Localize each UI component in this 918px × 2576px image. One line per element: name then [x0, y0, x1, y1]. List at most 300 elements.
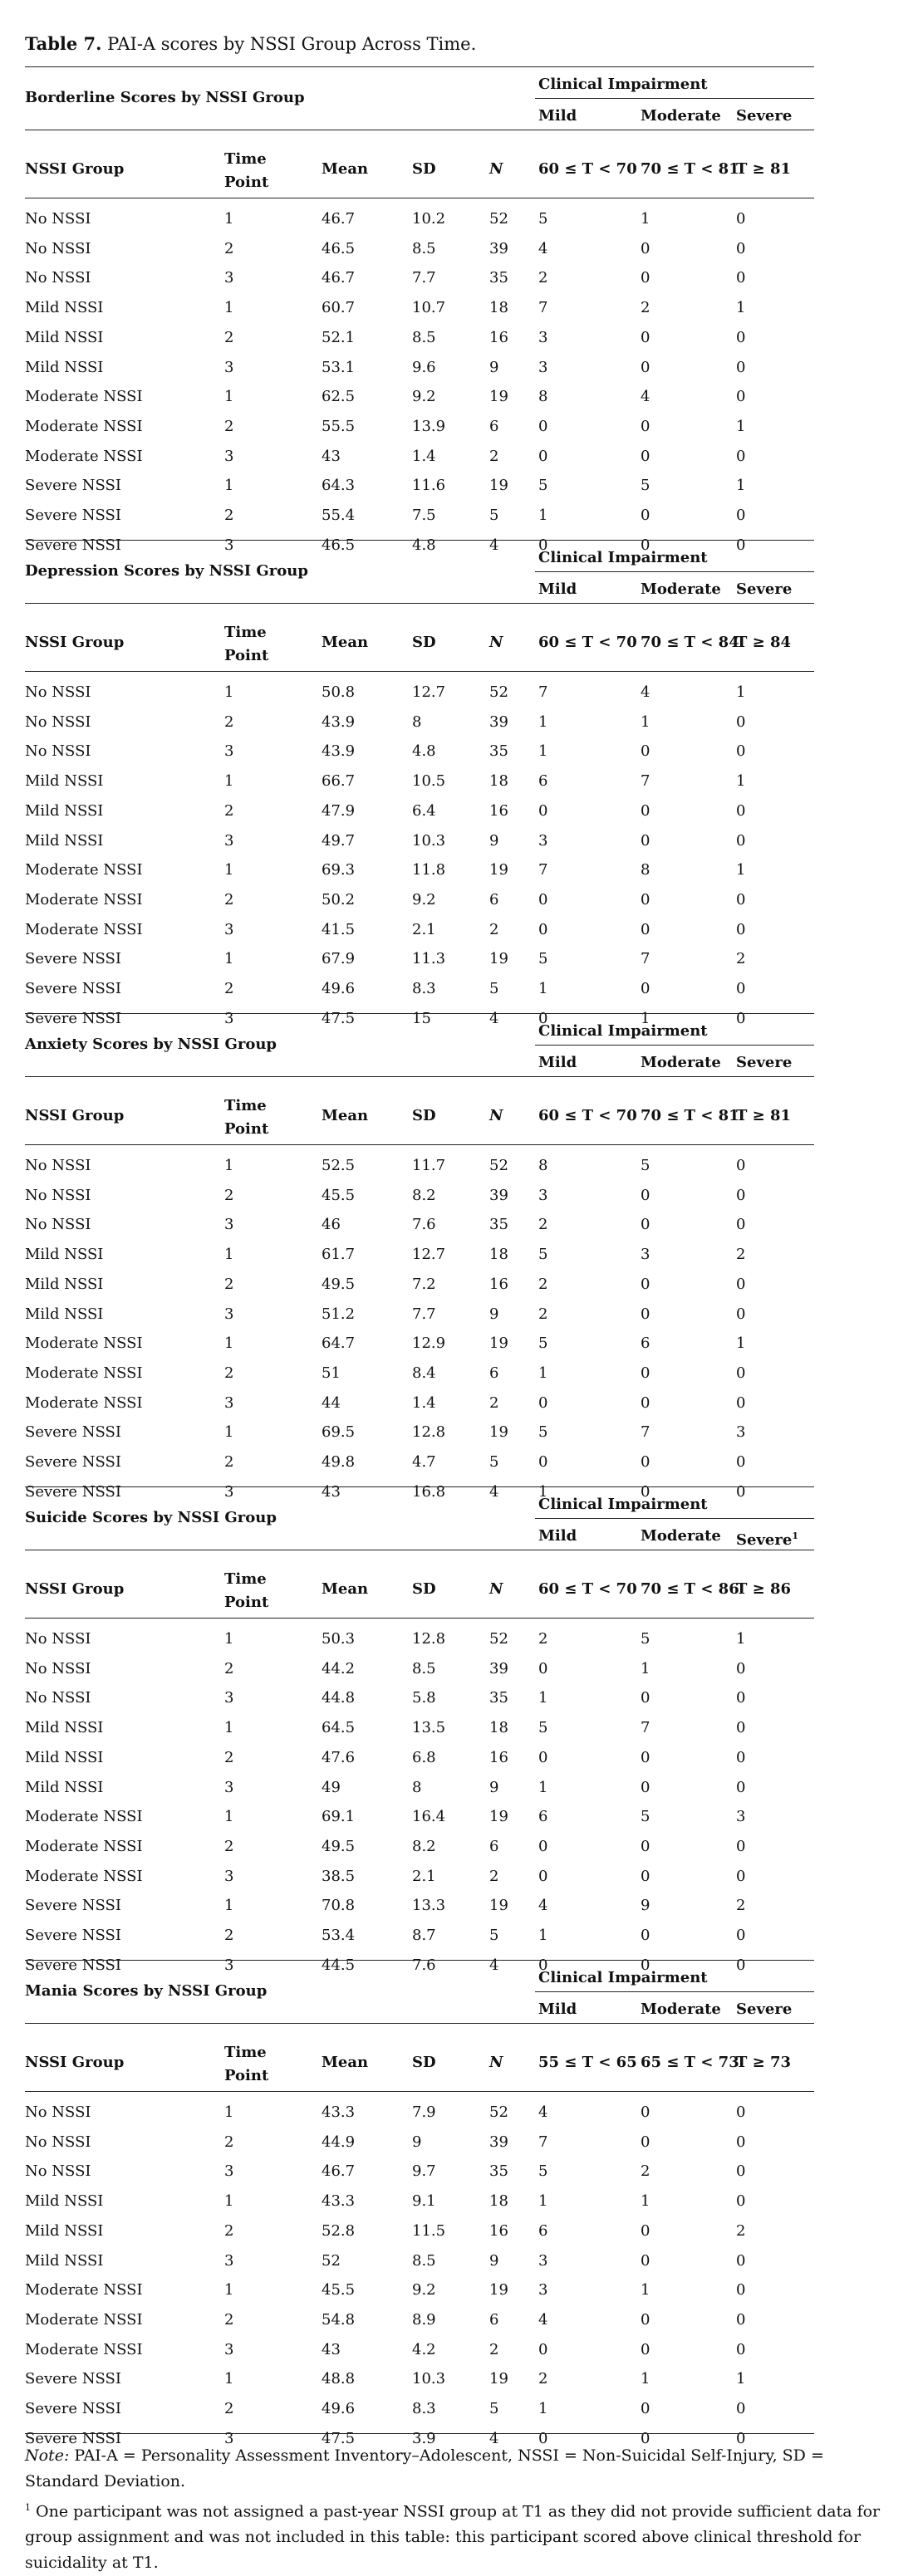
time-point-cell: 2 [224, 1453, 234, 1471]
time-point-cell: 2 [224, 980, 234, 997]
mean-cell: 46.7 [322, 2162, 356, 2181]
time-point-cell: 3 [224, 1305, 234, 1323]
mean-header: Mean [322, 2054, 369, 2071]
section-top-rule [25, 1486, 814, 1487]
sd-cell: 4.7 [412, 1453, 436, 1471]
sd-cell: 10.7 [412, 299, 446, 317]
range-header: 70 ≤ T < 84 [641, 634, 739, 651]
time-point-cell: 2 [224, 801, 234, 820]
range-header: 60 ≤ T < 70 [538, 1107, 637, 1124]
nssi-group-cell: Mild NSSI [25, 2221, 104, 2240]
moderate-count-cell: 0 [641, 1275, 650, 1293]
n-cell: 9 [489, 1305, 499, 1323]
mean-cell: 49.6 [322, 2400, 356, 2417]
time-point-cell: 3 [224, 1009, 234, 1027]
column-header-rule [25, 1144, 814, 1145]
nssi-group-cell: Mild NSSI [25, 831, 104, 850]
mild-count-cell: 5 [538, 1335, 548, 1353]
severe-count-cell: 1 [736, 299, 746, 317]
nssi-group-cell: Moderate NSSI [25, 1393, 143, 1412]
n-cell: 39 [489, 2133, 508, 2151]
nssi-group-cell: Moderate NSSI [25, 2340, 143, 2358]
mild-count-cell: 8 [538, 388, 548, 406]
n-cell: 39 [489, 1186, 508, 1204]
sd-cell: 12.7 [412, 683, 446, 701]
sd-cell: 8.2 [412, 1186, 436, 1204]
mean-cell: 55.4 [322, 507, 356, 524]
time-point-cell: 3 [224, 831, 234, 850]
time-point-cell: 1 [224, 1630, 234, 1648]
mild-count-cell: 8 [538, 1157, 548, 1174]
mild-count-cell: 1 [538, 713, 548, 731]
moderate-header: Moderate [641, 2001, 721, 2018]
nssi-group-cell: Mild NSSI [25, 358, 104, 376]
nssi-group-cell: No NSSI [25, 1216, 91, 1234]
time-point-cell: 1 [224, 1719, 234, 1737]
sd-cell: 11.6 [412, 477, 446, 495]
severe-count-cell: 0 [736, 1659, 746, 1677]
sd-header: SD [412, 1580, 436, 1598]
mild-count-cell: 5 [538, 2162, 548, 2181]
sd-cell: 6.4 [412, 801, 436, 820]
range-header: 70 ≤ T < 81 [641, 1107, 739, 1124]
moderate-count-cell: 0 [641, 1689, 650, 1707]
mild-count-cell: 0 [538, 1393, 548, 1412]
sd-header: SD [412, 634, 436, 651]
mean-cell: 64.3 [322, 477, 356, 495]
n-cell: 18 [489, 772, 508, 791]
mild-count-cell: 3 [538, 831, 548, 850]
range-header: 65 ≤ T < 73 [641, 2054, 739, 2071]
mild-count-cell: 1 [538, 2192, 548, 2211]
severe-count-cell: 0 [736, 2192, 746, 2211]
sd-cell: 8.5 [412, 328, 436, 346]
nssi-group-cell: Moderate NSSI [25, 890, 143, 908]
severe-header [736, 1526, 798, 1550]
nssi-group-cell: Severe NSSI [25, 1956, 121, 1974]
moderate-count-cell: 0 [641, 2103, 650, 2121]
moderate-count-cell: 0 [641, 507, 650, 524]
severe-count-cell: 0 [736, 1186, 746, 1204]
mean-cell: 49.6 [322, 980, 356, 997]
clinical-impairment-rule [535, 1045, 814, 1046]
mean-cell: 45.5 [322, 2281, 356, 2299]
n-cell: 9 [489, 2251, 499, 2270]
range-header: 60 ≤ T < 70 [538, 1580, 637, 1598]
n-cell: 6 [489, 890, 499, 908]
sd-cell: 9.2 [412, 388, 436, 406]
nssi-group-cell: Mild NSSI [25, 801, 104, 820]
moderate-header: Moderate [641, 580, 721, 598]
nssi-group-cell: No NSSI [25, 269, 91, 287]
n-cell: 19 [489, 1335, 508, 1353]
moderate-count-cell: 4 [641, 388, 650, 406]
sd-cell: 9.1 [412, 2192, 436, 2211]
severe-footnote-mark: 1 [792, 1530, 798, 1541]
time-point-cell: 1 [224, 2281, 234, 2299]
sd-cell: 7.5 [412, 507, 436, 524]
n-cell: 19 [489, 861, 508, 879]
nssi-group-cell: Severe NSSI [25, 477, 121, 495]
mild-count-cell: 1 [538, 1778, 548, 1796]
mean-cell: 43.9 [322, 742, 356, 761]
footnote-text: One participant was not assigned a past-year NSSI group at T1 as they did not provide sufficient data for group assignment and was not included in this table: this participant scored above clinical threshold for suicidality at T1. [25, 2502, 881, 2573]
nssi-group-cell: Moderate NSSI [25, 920, 143, 938]
mild-count-cell: 0 [538, 417, 548, 435]
n-cell: 19 [489, 950, 508, 968]
nssi-group-cell: No NSSI [25, 210, 91, 228]
sd-cell: 8.9 [412, 2310, 436, 2329]
mean-cell: 44 [322, 1393, 341, 1412]
sd-cell: 7.7 [412, 269, 436, 287]
n-cell: 4 [489, 536, 499, 554]
nssi-group-cell: Mild NSSI [25, 1246, 104, 1264]
sd-cell: 1.4 [412, 447, 436, 465]
sd-cell: 7.2 [412, 1275, 436, 1293]
section-title: Mania Scores by NSSI Group [25, 1982, 268, 2000]
severe-count-cell: 0 [736, 801, 746, 820]
nssi-group-cell: No NSSI [25, 2103, 91, 2121]
sd-cell: 9 [412, 2133, 422, 2151]
moderate-count-cell: 0 [641, 920, 650, 938]
mean-cell: 38.5 [322, 1867, 356, 1885]
mean-cell: 43.3 [322, 2103, 356, 2121]
n-cell: 16 [489, 1748, 508, 1766]
time-point-header: Time Point [224, 1570, 269, 1611]
mean-cell: 43.3 [322, 2192, 356, 2211]
sd-cell: 8.7 [412, 1927, 436, 1944]
nssi-group-cell: Severe NSSI [25, 1482, 121, 1501]
mild-count-cell: 0 [538, 1009, 548, 1027]
moderate-count-cell: 0 [641, 1216, 650, 1234]
severe-count-cell: 0 [736, 1867, 746, 1885]
n-cell: 18 [489, 1719, 508, 1737]
nssi-group-cell: Mild NSSI [25, 1719, 104, 1737]
sd-cell: 9.2 [412, 890, 436, 908]
nssi-group-cell: Mild NSSI [25, 1778, 104, 1796]
mean-cell: 45.5 [322, 1186, 356, 1204]
moderate-count-cell: 2 [641, 299, 650, 317]
n-cell: 5 [489, 1927, 499, 1944]
n-cell: 18 [489, 1246, 508, 1264]
severe-count-cell: 0 [736, 2310, 746, 2329]
nssi-group-header: NSSI Group [25, 160, 125, 178]
n-header: N [489, 1107, 503, 1124]
time-point-cell: 2 [224, 713, 234, 731]
sd-cell: 12.9 [412, 1335, 446, 1353]
time-point-cell: 1 [224, 2370, 234, 2388]
severe-count-cell: 0 [736, 980, 746, 997]
moderate-count-cell: 0 [641, 358, 650, 376]
nssi-group-cell: Moderate NSSI [25, 1837, 143, 1855]
time-point-cell: 3 [224, 1778, 234, 1796]
time-point-cell: 2 [224, 417, 234, 435]
clinical-impairment-header: Clinical Impairment [538, 76, 708, 93]
severe-count-cell: 0 [736, 1275, 746, 1293]
nssi-group-cell: No NSSI [25, 1689, 91, 1707]
severe-count-cell: 0 [736, 2133, 746, 2151]
sd-cell: 9.7 [412, 2162, 436, 2181]
mild-count-cell: 0 [538, 2340, 548, 2358]
mean-cell: 47.6 [322, 1748, 356, 1766]
nssi-group-cell: No NSSI [25, 1186, 91, 1204]
moderate-count-cell: 1 [641, 1659, 650, 1677]
n-cell: 39 [489, 239, 508, 257]
range-header: T ≥ 81 [736, 1107, 792, 1124]
nssi-group-cell: Severe NSSI [25, 2429, 121, 2447]
section-title: Borderline Scores by NSSI Group [25, 89, 305, 106]
nssi-group-cell: No NSSI [25, 683, 91, 701]
moderate-count-cell: 0 [641, 1482, 650, 1501]
moderate-count-cell: 0 [641, 2340, 650, 2358]
n-cell: 5 [489, 2400, 499, 2417]
mild-count-cell: 5 [538, 1719, 548, 1737]
n-cell: 19 [489, 1808, 508, 1826]
moderate-count-cell: 0 [641, 1927, 650, 1944]
moderate-count-cell: 0 [641, 2429, 650, 2447]
table-label: Table 7. [25, 33, 102, 54]
mild-count-cell: 0 [538, 447, 548, 465]
sd-cell: 3.9 [412, 2429, 436, 2447]
n-cell: 19 [489, 1897, 508, 1915]
n-cell: 39 [489, 713, 508, 731]
mild-count-cell: 5 [538, 950, 548, 968]
mild-count-cell: 4 [538, 239, 548, 257]
mild-count-cell: 0 [538, 536, 548, 554]
n-cell: 9 [489, 831, 499, 850]
footnote [25, 2495, 897, 2576]
nssi-group-cell: Moderate NSSI [25, 417, 143, 435]
severe-count-cell: 0 [736, 1719, 746, 1737]
note-text: PAI-A = Personality Assessment Inventory–Adolescent, NSSI = Non-Suicidal Self-Injury, SD = Standard Deviation. [25, 2446, 824, 2490]
mild-count-cell: 7 [538, 2133, 548, 2151]
sd-cell: 10.5 [412, 772, 446, 791]
mild-count-cell: 6 [538, 1808, 548, 1826]
time-point-cell: 2 [224, 328, 234, 346]
time-point-cell: 2 [224, 507, 234, 524]
severe-count-cell: 2 [736, 1897, 746, 1915]
time-point-cell: 1 [224, 1335, 234, 1353]
sd-cell: 2.1 [412, 920, 436, 938]
mean-cell: 44.5 [322, 1956, 356, 1974]
mean-cell: 49.8 [322, 1453, 356, 1471]
severe-count-cell: 0 [736, 1748, 746, 1766]
nssi-group-cell: Moderate NSSI [25, 1364, 143, 1382]
mean-cell: 46 [322, 1216, 341, 1234]
n-cell: 35 [489, 1216, 508, 1234]
sd-cell: 7.6 [412, 1216, 436, 1234]
nssi-group-cell: Moderate NSSI [25, 2310, 143, 2329]
mean-cell: 69.3 [322, 861, 356, 879]
nssi-group-cell: Severe NSSI [25, 1009, 121, 1027]
sd-cell: 8 [412, 713, 422, 731]
moderate-count-cell: 0 [641, 269, 650, 287]
n-header: N [489, 160, 503, 178]
nssi-group-cell: No NSSI [25, 742, 91, 761]
severe-header-label: Severe [736, 1054, 793, 1071]
clinical-impairment-header: Clinical Impairment [538, 1022, 708, 1040]
mean-cell: 53.1 [322, 358, 356, 376]
column-header-rule [25, 1618, 814, 1619]
mild-count-cell: 6 [538, 772, 548, 791]
nssi-group-cell: Moderate NSSI [25, 861, 143, 879]
time-point-cell: 2 [224, 1837, 234, 1855]
sd-cell: 11.7 [412, 1157, 446, 1174]
severe-count-cell: 0 [736, 210, 746, 228]
time-point-cell: 3 [224, 1956, 234, 1974]
severe-count-cell: 0 [736, 507, 746, 524]
sd-cell: 4.8 [412, 536, 436, 554]
sd-cell: 12.8 [412, 1630, 446, 1648]
time-point-cell: 3 [224, 2340, 234, 2358]
nssi-group-cell: Severe NSSI [25, 950, 121, 968]
time-point-cell: 2 [224, 1186, 234, 1204]
mean-cell: 47.5 [322, 2429, 356, 2447]
severe-count-cell: 1 [736, 1630, 746, 1648]
n-cell: 16 [489, 328, 508, 346]
severe-count-cell: 0 [736, 2281, 746, 2299]
mean-cell: 50.3 [322, 1630, 356, 1648]
severe-header-label: Severe [736, 107, 793, 125]
nssi-group-cell: Severe NSSI [25, 536, 121, 554]
severe-count-cell: 1 [736, 417, 746, 435]
mild-count-cell: 4 [538, 2103, 548, 2121]
table-note [25, 2443, 897, 2576]
sd-header: SD [412, 160, 436, 178]
sd-cell: 6.8 [412, 1748, 436, 1766]
mean-cell: 66.7 [322, 772, 356, 791]
range-header: 60 ≤ T < 70 [538, 160, 637, 178]
nssi-group-header: NSSI Group [25, 1580, 125, 1598]
sd-cell: 7.9 [412, 2103, 436, 2121]
severe-count-cell: 0 [736, 890, 746, 908]
time-point-cell: 3 [224, 2251, 234, 2270]
severe-count-cell: 2 [736, 1246, 746, 1264]
severe-count-cell: 0 [736, 2429, 746, 2447]
moderate-count-cell: 3 [641, 1246, 650, 1264]
clinical-impairment-rule [535, 571, 814, 572]
n-cell: 4 [489, 1956, 499, 1974]
sd-cell: 1.4 [412, 1393, 436, 1412]
moderate-count-cell: 0 [641, 1867, 650, 1885]
nssi-group-cell: Mild NSSI [25, 299, 104, 317]
mild-count-cell: 3 [538, 2251, 548, 2270]
mild-count-cell: 0 [538, 1837, 548, 1855]
mean-header: Mean [322, 160, 369, 178]
mild-count-cell: 2 [538, 1305, 548, 1323]
moderate-count-cell: 0 [641, 831, 650, 850]
severe-count-cell: 0 [736, 1453, 746, 1471]
moderate-count-cell: 0 [641, 1956, 650, 1974]
sd-cell: 9.2 [412, 2281, 436, 2299]
time-point-cell: 1 [224, 861, 234, 879]
time-point-cell: 3 [224, 1482, 234, 1501]
nssi-group-cell: No NSSI [25, 1157, 91, 1174]
time-point-cell: 1 [224, 1897, 234, 1915]
moderate-count-cell: 0 [641, 417, 650, 435]
n-cell: 35 [489, 742, 508, 761]
nssi-group-cell: Moderate NSSI [25, 1335, 143, 1353]
nssi-group-cell: Severe NSSI [25, 1927, 121, 1944]
moderate-count-cell: 4 [641, 683, 650, 701]
mean-cell: 41.5 [322, 920, 356, 938]
mean-cell: 49.7 [322, 831, 356, 850]
n-cell: 6 [489, 1364, 499, 1382]
n-cell: 2 [489, 1393, 499, 1412]
sd-cell: 11.5 [412, 2221, 446, 2240]
severe-count-cell: 1 [736, 477, 746, 495]
mean-cell: 49 [322, 1778, 341, 1796]
nssi-group-header: NSSI Group [25, 1107, 125, 1124]
n-cell: 6 [489, 1837, 499, 1855]
moderate-count-cell: 1 [641, 2281, 650, 2299]
moderate-count-cell: 0 [641, 801, 650, 820]
time-point-cell: 3 [224, 1689, 234, 1707]
sd-cell: 8.5 [412, 2251, 436, 2270]
severe-count-cell: 0 [736, 2103, 746, 2121]
nssi-group-cell: No NSSI [25, 2133, 91, 2151]
nssi-group-cell: Mild NSSI [25, 2251, 104, 2270]
range-header: 70 ≤ T < 81 [641, 160, 739, 178]
mild-count-cell: 0 [538, 2429, 548, 2447]
time-point-header: Time Point [224, 2044, 269, 2084]
range-header: T ≥ 86 [736, 1580, 792, 1598]
sd-cell: 13.3 [412, 1897, 446, 1915]
severe-count-cell: 3 [736, 1808, 746, 1826]
n-cell: 4 [489, 1482, 499, 1501]
sd-cell: 16.4 [412, 1808, 446, 1826]
time-point-cell: 3 [224, 1867, 234, 1885]
n-cell: 39 [489, 1659, 508, 1677]
severe-count-cell: 1 [736, 772, 746, 791]
n-header: N [489, 634, 503, 651]
nssi-group-cell: No NSSI [25, 2162, 91, 2181]
moderate-count-cell: 7 [641, 950, 650, 968]
moderate-count-cell: 1 [641, 2192, 650, 2211]
nssi-group-cell: Mild NSSI [25, 1748, 104, 1766]
severe-count-cell: 0 [736, 2400, 746, 2417]
time-point-cell: 2 [224, 890, 234, 908]
n-cell: 18 [489, 299, 508, 317]
time-point-cell: 1 [224, 388, 234, 406]
time-point-cell: 1 [224, 210, 234, 228]
mean-cell: 50.8 [322, 683, 356, 701]
time-point-cell: 1 [224, 2103, 234, 2121]
mean-cell: 54.8 [322, 2310, 356, 2329]
sd-cell: 8.3 [412, 2400, 436, 2417]
severe-count-cell: 0 [736, 920, 746, 938]
time-point-cell: 3 [224, 2162, 234, 2181]
mean-cell: 51 [322, 1364, 341, 1382]
n-cell: 52 [489, 210, 508, 228]
n-cell: 35 [489, 1689, 508, 1707]
time-point-cell: 3 [224, 2429, 234, 2447]
severe-count-cell: 3 [736, 1423, 746, 1442]
nssi-group-cell: Severe NSSI [25, 2370, 121, 2388]
note-line [25, 2443, 897, 2495]
clinical-impairment-header: Clinical Impairment [538, 1969, 708, 1986]
time-point-cell: 1 [224, 1246, 234, 1264]
sd-cell: 8 [412, 1778, 422, 1796]
time-point-cell: 2 [224, 2133, 234, 2151]
sd-cell: 2.1 [412, 1867, 436, 1885]
time-point-cell: 1 [224, 2192, 234, 2211]
mild-count-cell: 3 [538, 328, 548, 346]
severe-count-cell: 0 [736, 831, 746, 850]
time-point-header: Time Point [224, 1097, 269, 1138]
moderate-count-cell: 1 [641, 713, 650, 731]
sd-cell: 9.6 [412, 358, 436, 376]
